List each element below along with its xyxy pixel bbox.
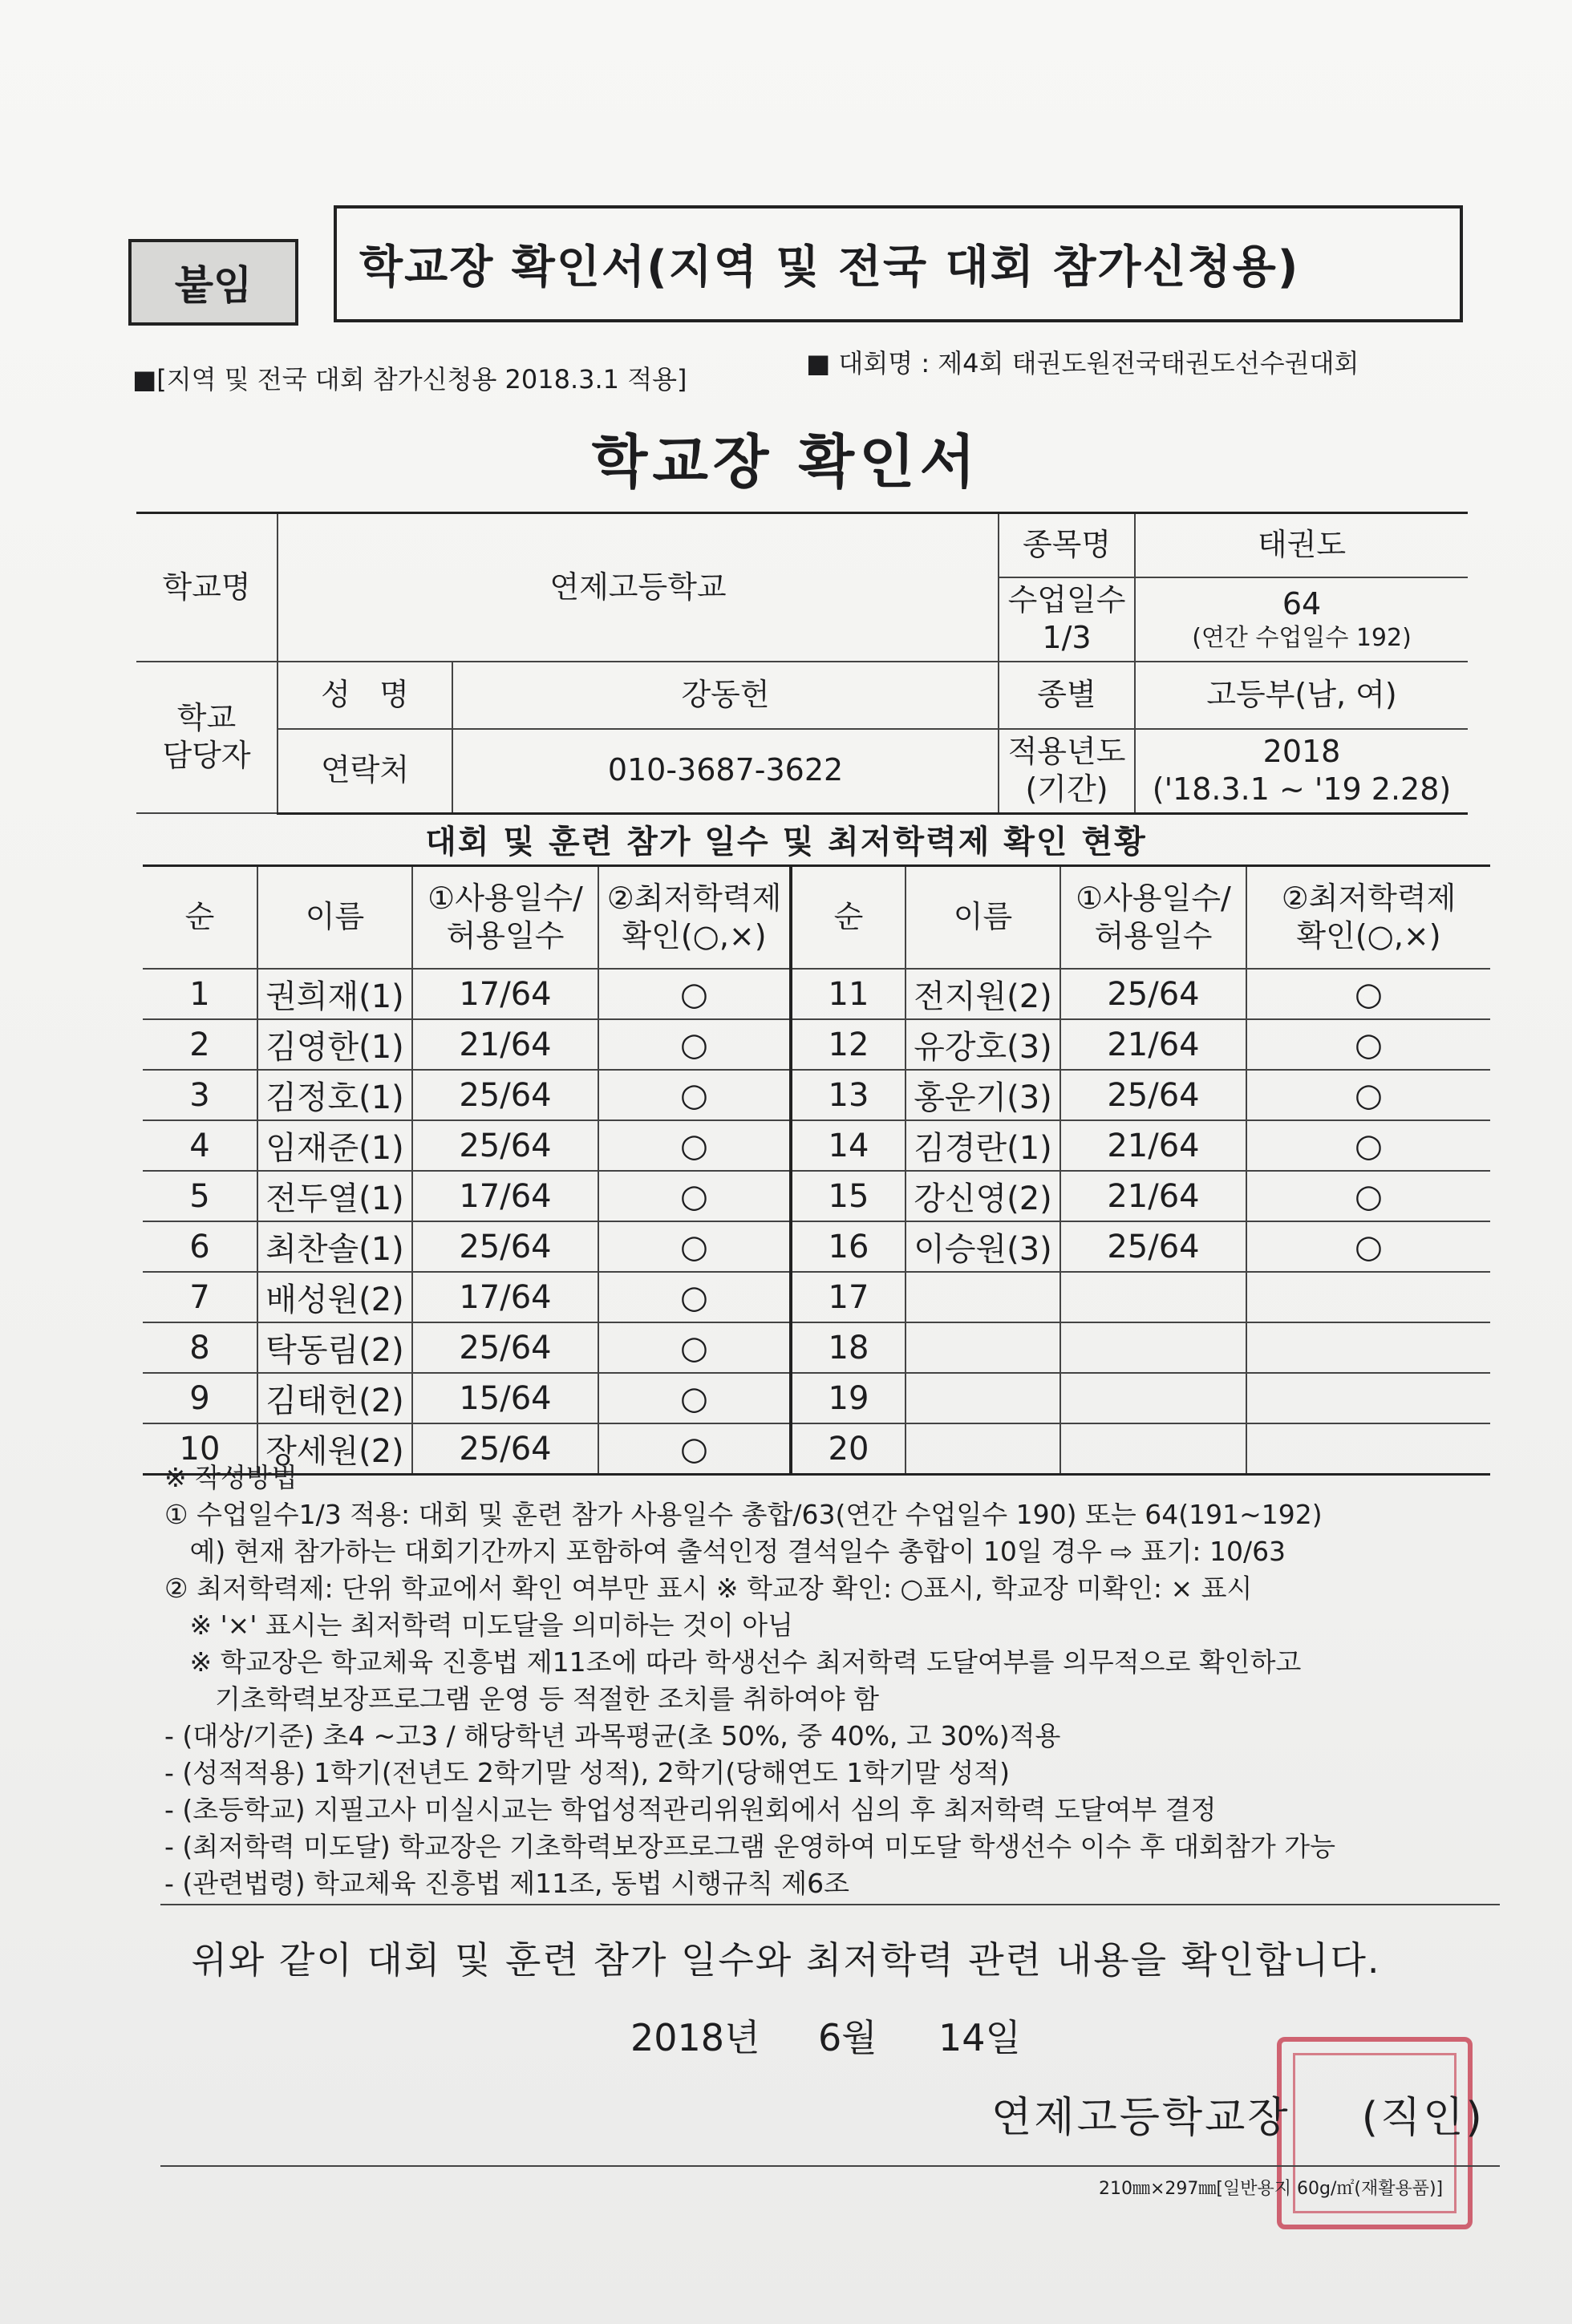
note-line: ① 수업일수1/3 적용: 대회 및 훈련 참가 사용일수 총합/63(연간 수업일수 190) 또는 64(191~192) bbox=[164, 1499, 1323, 1530]
confirmation-statement: 위와 같이 대회 및 훈련 참가 일수와 최저학력 관련 내용을 확인합니다. bbox=[191, 1938, 1381, 1982]
school-name: 연제고등학교 bbox=[278, 513, 999, 662]
competition-name: ■ 대회명 : 제4회 태권도원전국태권도선수권대회 bbox=[806, 348, 1359, 379]
row-days: 25/64 bbox=[412, 1221, 598, 1272]
row-days: 25/64 bbox=[1060, 1070, 1246, 1120]
row-check bbox=[1246, 1373, 1490, 1423]
row-name: 전두열(1) bbox=[257, 1171, 412, 1221]
row-days: 25/64 bbox=[412, 1070, 598, 1120]
row-no: 1 bbox=[143, 969, 257, 1019]
days-annual-note: (연간 수업일수 192) bbox=[1192, 624, 1412, 652]
table-row bbox=[143, 1322, 1490, 1373]
year-label-line1: 적용년도 bbox=[1007, 733, 1126, 769]
row-days: 17/64 bbox=[412, 1272, 598, 1322]
row-check: ○ bbox=[598, 1322, 791, 1373]
header-days bbox=[1060, 866, 1246, 970]
row-check: ○ bbox=[1246, 1019, 1490, 1070]
row-name bbox=[906, 1373, 1060, 1423]
date-day: 14일 bbox=[938, 2016, 1021, 2059]
row-check: ○ bbox=[1246, 1120, 1490, 1171]
row-no: 8 bbox=[143, 1322, 257, 1373]
attachment-tag bbox=[128, 239, 298, 326]
row-days bbox=[1060, 1373, 1246, 1423]
days-label-line1: 수업일수 bbox=[1007, 581, 1126, 617]
header-title-box bbox=[334, 205, 1463, 322]
row-name: 김정호(1) bbox=[257, 1070, 412, 1120]
header-days bbox=[412, 866, 598, 970]
footer-divider bbox=[160, 2165, 1500, 2167]
row-name: 장세원(2) bbox=[257, 1423, 412, 1475]
table-row bbox=[143, 1272, 1490, 1322]
row-no: 3 bbox=[143, 1070, 257, 1120]
row-days: 17/64 bbox=[412, 969, 598, 1019]
row-check: ○ bbox=[598, 1423, 791, 1475]
row-name: 이승원(3) bbox=[906, 1221, 1060, 1272]
row-name bbox=[906, 1322, 1060, 1373]
row-check: ○ bbox=[1246, 1070, 1490, 1120]
days-label bbox=[999, 577, 1135, 662]
header-no: 순 bbox=[791, 866, 906, 970]
row-no: 13 bbox=[791, 1070, 906, 1120]
row-no: 17 bbox=[791, 1272, 906, 1322]
year-label-line2: (기간) bbox=[1025, 771, 1108, 807]
row-check bbox=[1246, 1272, 1490, 1322]
category-label: 종별 bbox=[999, 662, 1135, 729]
table-row bbox=[143, 969, 1490, 1019]
row-name: 홍운기(3) bbox=[906, 1070, 1060, 1120]
contact-label-line2: 담당자 bbox=[162, 738, 251, 774]
header-check-line1: ②최저학력제 bbox=[1281, 880, 1457, 916]
row-days: 17/64 bbox=[412, 1171, 598, 1221]
row-name: 전지원(2) bbox=[906, 969, 1060, 1019]
header-no: 순 bbox=[143, 866, 257, 970]
name-label: 성 명 bbox=[278, 662, 452, 729]
row-check: ○ bbox=[598, 1272, 791, 1322]
row-check: ○ bbox=[598, 1221, 791, 1272]
row-days: 21/64 bbox=[1060, 1019, 1246, 1070]
row-days: 21/64 bbox=[412, 1019, 598, 1070]
row-no: 10 bbox=[143, 1423, 257, 1475]
date-month: 6월 bbox=[818, 2016, 877, 2059]
header-days-line2: 허용일수 bbox=[1094, 918, 1213, 953]
row-no: 14 bbox=[791, 1120, 906, 1171]
date-year: 2018년 bbox=[630, 2016, 760, 2059]
row-no: 2 bbox=[143, 1019, 257, 1070]
note-line: - (대상/기준) 초4 ~고3 / 해당학년 과목평균(초 50%, 중 40%, 고 30%)적용 bbox=[164, 1720, 1061, 1751]
row-days bbox=[1060, 1322, 1246, 1373]
note-line: - (최저학력 미도달) 학교장은 기초학력보장프로그램 운영하여 미도달 학생선수 이수 후 대회참가 가능 bbox=[164, 1831, 1336, 1862]
row-check: ○ bbox=[598, 969, 791, 1019]
document-title: 학교장 확인서 bbox=[591, 428, 981, 496]
phone-label: 연락처 bbox=[278, 729, 452, 814]
row-days: 25/64 bbox=[412, 1120, 598, 1171]
days-number: 64 bbox=[1282, 585, 1322, 621]
row-no: 18 bbox=[791, 1322, 906, 1373]
row-name: 김태헌(2) bbox=[257, 1373, 412, 1423]
row-name: 강신영(2) bbox=[906, 1171, 1060, 1221]
row-days: 25/64 bbox=[1060, 969, 1246, 1019]
row-days: 25/64 bbox=[412, 1423, 598, 1475]
note-line: 예) 현재 참가하는 대회기간까지 포함하여 출석인정 결석일수 총합이 10일 경우 ⇨ 표기: 10/63 bbox=[164, 1536, 1286, 1567]
row-name: 탁동림(2) bbox=[257, 1322, 412, 1373]
row-name bbox=[906, 1272, 1060, 1322]
seal-label: (직인) bbox=[1361, 2094, 1485, 2142]
year-value bbox=[1135, 729, 1468, 814]
header-days-line1: ①사용일수/ bbox=[427, 880, 583, 916]
header-name: 이름 bbox=[257, 866, 412, 970]
row-check: ○ bbox=[598, 1373, 791, 1423]
year-label bbox=[999, 729, 1135, 814]
row-name: 김경란(1) bbox=[906, 1120, 1060, 1171]
school-label: 학교명 bbox=[136, 513, 278, 662]
table-row bbox=[143, 1019, 1490, 1070]
header-name: 이름 bbox=[906, 866, 1060, 970]
row-check: ○ bbox=[598, 1019, 791, 1070]
year-number: 2018 bbox=[1262, 733, 1341, 769]
row-name: 김영한(1) bbox=[257, 1019, 412, 1070]
instructions bbox=[164, 1460, 1512, 1902]
note-line: - (관련법령) 학교체육 진흥법 제11조, 동법 시행규칙 제6조 bbox=[164, 1868, 849, 1899]
row-no: 7 bbox=[143, 1272, 257, 1322]
row-days: 15/64 bbox=[412, 1373, 598, 1423]
table-row bbox=[143, 1120, 1490, 1171]
row-no: 20 bbox=[791, 1423, 906, 1475]
row-check bbox=[1246, 1322, 1490, 1373]
row-no: 5 bbox=[143, 1171, 257, 1221]
header-title: 학교장 확인서(지역 및 전국 대회 참가신청용) bbox=[359, 241, 1300, 294]
note-line: ② 최저학력제: 단위 학교에서 확인 여부만 표시 ※ 학교장 확인: ○표시, 학교장 미확인: × 표시 bbox=[164, 1573, 1253, 1604]
row-days bbox=[1060, 1272, 1246, 1322]
note-line: ※ '×' 표시는 최저학력 미도달을 의미하는 것이 아님 bbox=[164, 1609, 794, 1641]
note-line: ※ 작성방법 bbox=[164, 1462, 298, 1493]
section-title: 대회 및 훈련 참가 일수 및 최저학력제 확인 현황 bbox=[425, 824, 1147, 860]
row-name: 배성원(2) bbox=[257, 1272, 412, 1322]
days-label-line2: 1/3 bbox=[1042, 620, 1092, 655]
attachment-tag-label: 붙임 bbox=[174, 262, 253, 309]
row-days: 25/64 bbox=[412, 1322, 598, 1373]
header-days-line1: ①사용일수/ bbox=[1076, 880, 1231, 916]
school-info-table bbox=[136, 512, 1468, 815]
notes-divider bbox=[160, 1904, 1500, 1905]
row-name: 유강호(3) bbox=[906, 1019, 1060, 1070]
paper-spec: 210㎜×297㎜[일반용지 60g/㎡(재활용품)] bbox=[1099, 2179, 1444, 2199]
row-no: 11 bbox=[791, 969, 906, 1019]
table-row bbox=[143, 1171, 1490, 1221]
note-line: - (초등학교) 지필고사 미실시교는 학업성적관리위원회에서 심의 후 최저학력 도달여부 결정 bbox=[164, 1794, 1217, 1825]
header-check bbox=[1246, 866, 1490, 970]
applicable-note: ■[지역 및 전국 대회 참가신청용 2018.3.1 적용] bbox=[132, 364, 687, 395]
signer-name: 연제고등학교장 bbox=[991, 2094, 1290, 2142]
header-check-line2: 확인(○,×) bbox=[1296, 918, 1441, 953]
row-name: 최찬솔(1) bbox=[257, 1221, 412, 1272]
row-days: 25/64 bbox=[1060, 1221, 1246, 1272]
contact-label bbox=[136, 662, 278, 814]
sport-label: 종목명 bbox=[999, 513, 1135, 577]
table-row bbox=[143, 1373, 1490, 1423]
row-name: 임재준(1) bbox=[257, 1120, 412, 1171]
signer bbox=[991, 2083, 1485, 2144]
row-days: 21/64 bbox=[1060, 1171, 1246, 1221]
row-check: ○ bbox=[598, 1070, 791, 1120]
note-line: - (성적적용) 1학기(전년도 2학기말 성적), 2학기(당해연도 1학기말 성적) bbox=[164, 1757, 1011, 1788]
category-value: 고등부(남, 여) bbox=[1135, 662, 1468, 729]
participants-header-row bbox=[143, 866, 1490, 970]
row-name: 권희재(1) bbox=[257, 969, 412, 1019]
row-no: 19 bbox=[791, 1373, 906, 1423]
row-days: 21/64 bbox=[1060, 1120, 1246, 1171]
contact-name: 강동헌 bbox=[452, 662, 999, 729]
participants-table bbox=[143, 864, 1490, 1476]
row-no: 16 bbox=[791, 1221, 906, 1272]
sport-value: 태권도 bbox=[1135, 513, 1468, 577]
table-row bbox=[143, 1070, 1490, 1120]
row-no: 9 bbox=[143, 1373, 257, 1423]
row-no: 4 bbox=[143, 1120, 257, 1171]
row-no: 15 bbox=[791, 1171, 906, 1221]
row-check: ○ bbox=[1246, 969, 1490, 1019]
contact-phone: 010-3687-3622 bbox=[452, 729, 999, 814]
table-row bbox=[143, 1221, 1490, 1272]
year-period: ('18.3.1 ~ '19 2.28) bbox=[1152, 771, 1452, 807]
note-line: ※ 학교장은 학교체육 진흥법 제11조에 따라 학생선수 최저학력 도달여부를 의무적으로 확인하고 bbox=[164, 1646, 1302, 1678]
header-days-line2: 허용일수 bbox=[446, 918, 565, 953]
row-no: 12 bbox=[791, 1019, 906, 1070]
row-no: 6 bbox=[143, 1221, 257, 1272]
header-check-line1: ②최저학력제 bbox=[606, 880, 782, 916]
header-check-line2: 확인(○,×) bbox=[622, 918, 767, 953]
days-value bbox=[1135, 577, 1468, 662]
row-check: ○ bbox=[1246, 1221, 1490, 1272]
contact-label-line1: 학교 bbox=[176, 699, 237, 735]
row-check: ○ bbox=[598, 1120, 791, 1171]
note-line: 기초학력보장프로그램 운영 등 적절한 조치를 취하여야 함 bbox=[164, 1683, 879, 1715]
header-check bbox=[598, 866, 791, 970]
row-check: ○ bbox=[598, 1171, 791, 1221]
row-check: ○ bbox=[1246, 1171, 1490, 1221]
